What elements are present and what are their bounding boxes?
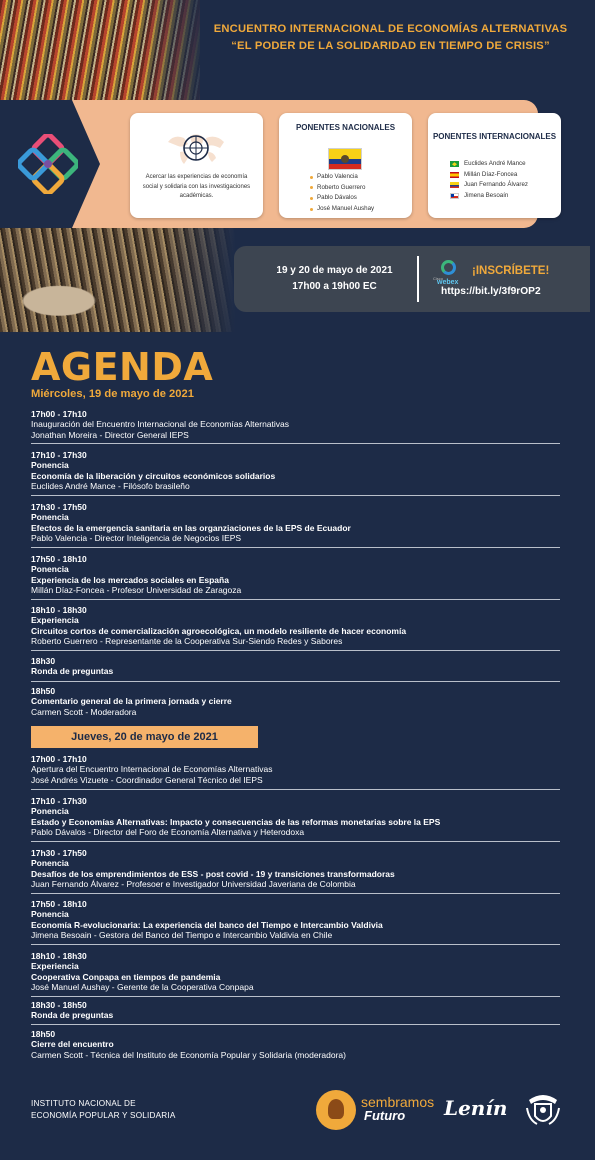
event-dates: 19 y 20 de mayo de 2021	[276, 265, 393, 276]
session-title: Desafíos de los emprendimientos de ESS - post covid - 19 y transiciones transformadoras	[31, 868, 395, 879]
session-title: Economía de la liberación y circuitos económicos solidarios	[31, 470, 276, 481]
session-speaker: Carmen Scott - Técnica del Instituto de Economía Popular y Solidaria (moderadora)	[31, 1049, 346, 1060]
event-time: 17h00 a 19h00 EC	[292, 281, 377, 292]
session-description: Inauguración del Encuentro Internacional de Economías Alternativas	[31, 419, 289, 430]
agenda-divider	[31, 841, 560, 842]
national-speakers-title: PONENTES NACIONALES	[295, 123, 396, 132]
session-time: 17h50 - 18h10	[31, 554, 87, 564]
session-type: Ponencia	[31, 460, 69, 471]
agenda-divider	[31, 1024, 560, 1025]
session-type: Ronda de preguntas	[31, 1010, 114, 1021]
session-type: Ponencia	[31, 564, 69, 575]
agenda-item	[31, 502, 561, 544]
webex-wordmark: webex	[437, 279, 459, 286]
session-time: 17h30 - 17h50	[31, 848, 87, 858]
agenda-divider	[31, 996, 560, 997]
agenda-item	[31, 656, 561, 677]
textile-photo	[0, 0, 200, 100]
event-title-line-2: “EL PODER DE LA SOLIDARIDAD EN TIEMPO DE CRISIS”	[231, 40, 550, 52]
agenda-divider	[31, 599, 560, 600]
international-speaker: Jimena Besoaín	[450, 191, 560, 202]
session-time: 18h50	[31, 1029, 56, 1039]
agenda-item	[31, 848, 561, 890]
agenda-divider	[31, 893, 560, 894]
session-title: Experiencia de los mercados sociales en España	[31, 574, 229, 585]
session-description: Apertura del Encuentro Internacional de Economías Alternativas	[31, 764, 273, 775]
session-speaker: Roberto Guerrero - Representante de la Cooperativa Sur-Siendo Redes y Sabores	[31, 636, 343, 647]
agenda-item	[31, 754, 561, 785]
international-speaker: Juan Fernando Álvarez	[450, 180, 560, 191]
ecuador-flag-icon	[328, 148, 362, 170]
agenda-item	[31, 899, 561, 941]
session-speaker: Millán Díaz-Foncea - Profesor Universidad de Zaragoza	[31, 585, 242, 596]
register-cta[interactable]: ¡INSCRÍBETE!	[472, 265, 550, 277]
session-type: Ronda de preguntas	[31, 666, 114, 677]
bullet-icon	[310, 197, 313, 200]
session-speaker: Euclides André Mance - Filósofo brasileño	[31, 481, 190, 492]
agenda-divider	[31, 547, 560, 548]
national-speaker: Pablo Valencia	[310, 172, 410, 183]
session-title: Circuitos cortos de comercialización agroecológica, un modelo resiliente de hacer economía	[31, 625, 407, 636]
session-type: Ponencia	[31, 512, 69, 523]
futuro-wordmark: Futuro	[364, 1108, 406, 1123]
session-speaker: José Andrés Vizuete - Coordinador General Técnico del IEPS	[31, 774, 263, 785]
international-speakers-list	[450, 159, 560, 201]
session-speaker: Carmen Scott - Moderadora	[31, 706, 137, 717]
national-speakers-card	[279, 113, 412, 218]
chile-flag-icon	[450, 193, 459, 199]
international-speakers-card	[428, 113, 561, 218]
agenda-divider	[31, 944, 560, 945]
session-speaker: Jonathan Moreira - Director General IEPS	[31, 429, 189, 440]
national-speakers-list	[310, 172, 410, 214]
session-type: Experiencia	[31, 961, 79, 972]
webex-ring-icon	[441, 260, 456, 275]
institute-name-line-1: INSTITUTO NACIONAL DE	[31, 1099, 136, 1108]
session-title: Cooperativa Conpapa en tiempos de pandemia	[31, 971, 221, 982]
agenda-item	[31, 554, 561, 596]
tree-logo-icon	[316, 1090, 356, 1130]
session-speaker: Pablo Valencia - Director Inteligencia de Negocios IEPS	[31, 533, 242, 544]
agenda-heading: AGENDA	[31, 345, 214, 389]
bullet-icon	[310, 208, 313, 211]
agenda-item	[31, 409, 561, 440]
artisan-photo	[0, 228, 235, 332]
session-speaker: Juan Fernando Álvarez - Profesoer e Investigador Universidad Javeriana de Colombia	[31, 879, 356, 890]
national-speaker: Roberto Guerrero	[310, 183, 410, 194]
international-speakers-title: PONENTES INTERNACIONALES	[432, 132, 557, 141]
event-info-bar	[234, 246, 590, 312]
agenda-item	[31, 1029, 561, 1060]
session-type: Ponencia	[31, 858, 69, 869]
info-divider	[417, 256, 419, 302]
bullet-icon	[310, 186, 313, 189]
header	[0, 0, 595, 332]
ecuador-flag-icon	[450, 182, 459, 188]
spain-flag-icon	[450, 172, 459, 178]
event-title	[198, 21, 583, 55]
agenda-divider	[31, 789, 560, 790]
day1-heading: Miércoles, 19 de mayo de 2021	[31, 388, 194, 400]
lenin-signature: Lenín	[444, 1096, 508, 1120]
bullet-icon	[310, 176, 313, 179]
agenda-item	[31, 951, 561, 993]
objective-card	[130, 113, 263, 218]
agenda-item	[31, 450, 561, 492]
session-title: Cierre del encuentro	[31, 1039, 114, 1050]
session-title: Estado y Economías Alternativas: Impacto y consecuencias de las reformas monetarias sobre la EPS	[31, 816, 441, 827]
agenda-divider	[31, 495, 560, 496]
session-title: Comentario general de la primera jornada y cierre	[31, 696, 232, 707]
session-speaker: Jimena Besoain - Gestora del Banco del Tiempo e Intercambio Valdivia en Chile	[31, 930, 333, 941]
session-time: 17h00 - 17h10	[31, 754, 87, 764]
national-speaker: Pablo Dávalos	[310, 193, 410, 204]
national-speaker: José Manuel Aushay	[310, 204, 410, 215]
session-time: 18h10 - 18h30	[31, 951, 87, 961]
session-time: 18h10 - 18h30	[31, 605, 87, 615]
objective-text: Acercar las experiencias de economía social y solidaria con las investigaciones académicas.	[142, 174, 251, 199]
world-map-icon	[164, 130, 228, 168]
session-type: Experiencia	[31, 615, 79, 626]
event-title-line-1: ENCUENTRO INTERNACIONAL DE ECONOMÍAS ALTERNATIVAS	[213, 23, 568, 35]
session-time: 18h30	[31, 656, 56, 666]
register-link[interactable]: https://bit.ly/3f9rOP2	[441, 286, 541, 297]
agenda-divider	[31, 443, 560, 444]
sembramos-wordmark: sembramos	[361, 1094, 435, 1110]
session-type: Ponencia	[31, 909, 69, 920]
agenda-divider	[31, 650, 560, 651]
session-time: 17h50 - 18h10	[31, 899, 87, 909]
session-speaker: Pablo Dávalos - Director del Foro de Economía Alternativa y Heterodoxa	[31, 827, 305, 838]
coat-of-arms-icon	[525, 1090, 561, 1130]
day2-heading: Jueves, 20 de mayo de 2021	[31, 726, 258, 748]
session-type: Ponencia	[31, 806, 69, 817]
session-time: 18h30 - 18h50	[31, 1000, 87, 1010]
agenda-divider	[31, 681, 560, 682]
session-time: 17h30 - 17h50	[31, 502, 87, 512]
international-speaker: Euclides André Mance	[450, 159, 560, 170]
session-title: Efectos de la emergencia sanitaria en las organziaciones de la EPS de Ecuador	[31, 522, 351, 533]
webex-logo-icon	[433, 260, 463, 288]
session-time: 17h10 - 17h30	[31, 450, 87, 460]
session-title: Economía R-evolucionaria: La experiencia del banco del Tiempo e Intercambio Valdivia	[31, 919, 383, 930]
webex-vendor: Cisco	[433, 276, 444, 281]
session-time: 17h10 - 17h30	[31, 796, 87, 806]
session-time: 17h00 - 17h10	[31, 409, 87, 419]
agenda-item	[31, 1000, 561, 1021]
agenda-item	[31, 605, 561, 647]
solidarity-knot-icon	[18, 134, 78, 194]
session-speaker: José Manuel Aushay - Gerente de la Cooperativa Conpapa	[31, 982, 254, 993]
institute-name-line-2: ECONOMÍA POPULAR Y SOLIDARIA	[31, 1111, 176, 1120]
session-time: 18h50	[31, 686, 56, 696]
agenda-item	[31, 686, 561, 717]
brazil-flag-icon	[450, 161, 459, 167]
international-speaker: Millán Díaz-Foncea	[450, 170, 560, 181]
agenda-item	[31, 796, 561, 838]
